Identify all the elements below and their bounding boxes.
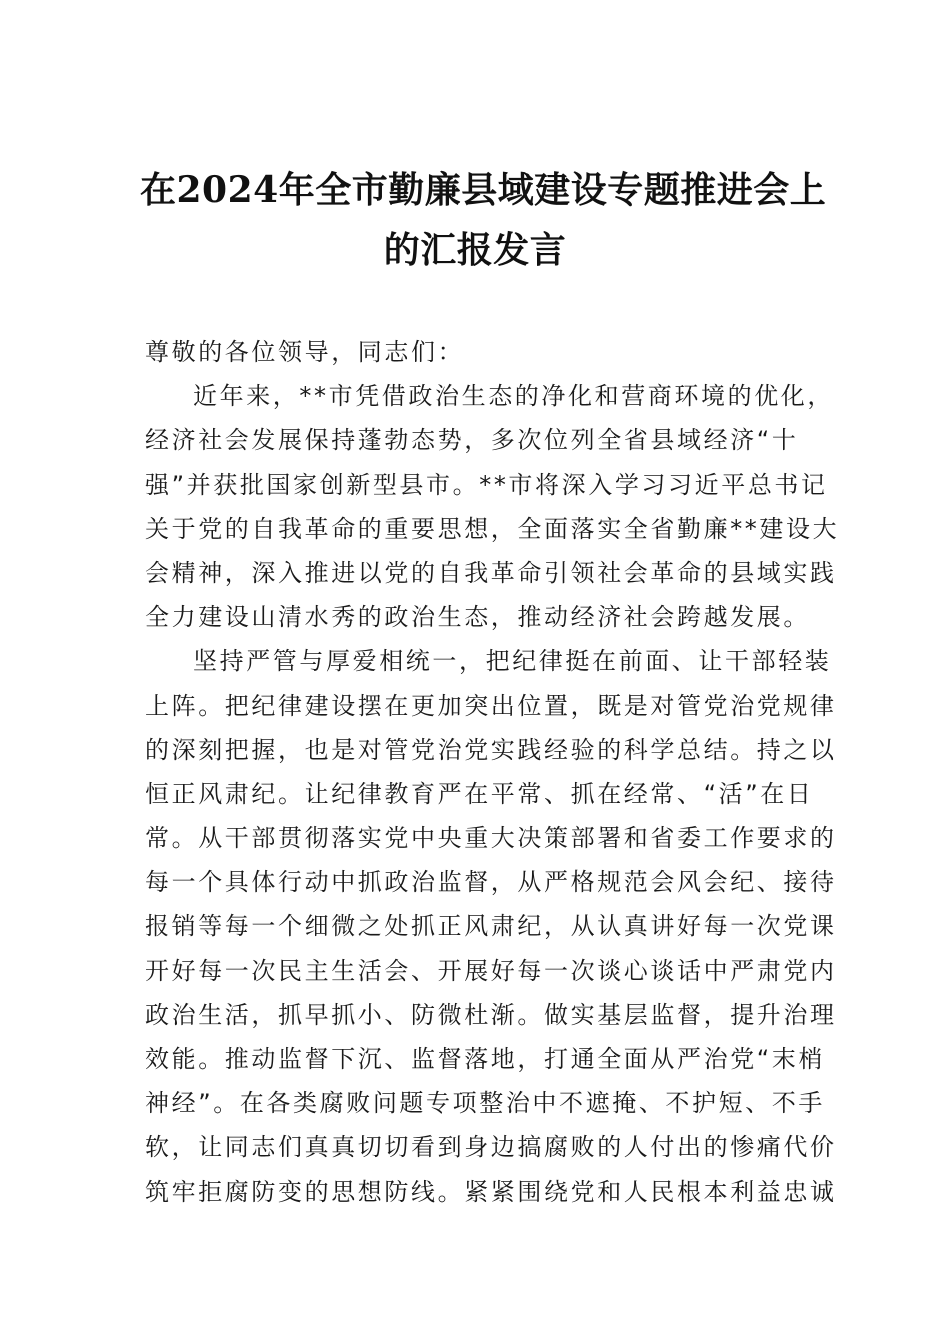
paragraph-1-line: 全力建设山清水秀的政治生态，推动经济社会跨越发展。 <box>145 603 810 632</box>
paragraph-1-line: 强”并获批国家创新型县市。**市将深入学习习近平总书记 <box>145 470 828 499</box>
document-title <box>140 160 827 280</box>
paragraph-2-line: 效能。推动监督下沉、监督落地，打通全面从严治党“末梢 <box>145 1045 826 1073</box>
paragraph-2-line: 开好每一次民主生活会、开展好每一次谈心谈话中严肃党内 <box>145 956 837 985</box>
paragraph-1-line: 会精神，深入推进以党的自我革命引领社会革命的县域实践 <box>145 558 837 587</box>
paragraph-2-line: 神经”。在各类腐败问题专项整治中不遮掩、不护短、不手 <box>145 1089 826 1118</box>
paragraph-2-line: 上阵。把纪律建设摆在更加突出位置，既是对管党治党规律 <box>145 691 837 720</box>
paragraph-1-line: 经济社会发展保持蓬勃态势，多次位列全省县域经济“十 <box>145 426 799 455</box>
paragraph-2-line: 政治生活，抓早抓小、防微杜渐。做实基层监督，提升治理 <box>145 1000 837 1029</box>
paragraph-2-line: 的深刻把握，也是对管党治党实践经验的科学总结。持之以 <box>145 735 837 764</box>
paragraph-1-line: 关于党的自我革命的重要思想，全面落实全省勤廉**建设大 <box>145 514 840 543</box>
paragraph-2-line: 每一个具体行动中抓政治监督，从严格规范会风会纪、接待 <box>145 868 837 897</box>
paragraph-2-line: 软，让同志们真真切切看到身边搞腐败的人付出的惨痛代价 <box>145 1133 837 1162</box>
paragraph-1-line: 近年来，**市凭借政治生态的净化和营商环境的优化， <box>193 382 834 411</box>
title-line-2: 的汇报发言 <box>383 229 567 271</box>
paragraph-2-line: 坚持严管与厚爱相统一，把纪律挺在前面、让干部轻装 <box>193 647 832 676</box>
paragraph-2-line: 筑牢拒腐防变的思想防线。紧紧围绕党和人民根本利益忠诚 <box>145 1177 837 1206</box>
title-line-1: 在2024年全市勤廉县域建设专题推进会上 <box>140 169 827 211</box>
paragraph-2-line: 报销等每一个细微之处抓正风肃纪，从认真讲好每一次党课 <box>145 912 837 941</box>
paragraph-2-line: 恒正风肃纪。让纪律教育严在平常、抓在经常、“活”在日 <box>145 779 814 808</box>
document-body <box>145 330 840 1214</box>
paragraph-2-line: 常。从干部贯彻落实党中央重大决策部署和省委工作要求的 <box>145 824 837 853</box>
salutation: 尊敬的各位领导，同志们： <box>145 338 465 366</box>
